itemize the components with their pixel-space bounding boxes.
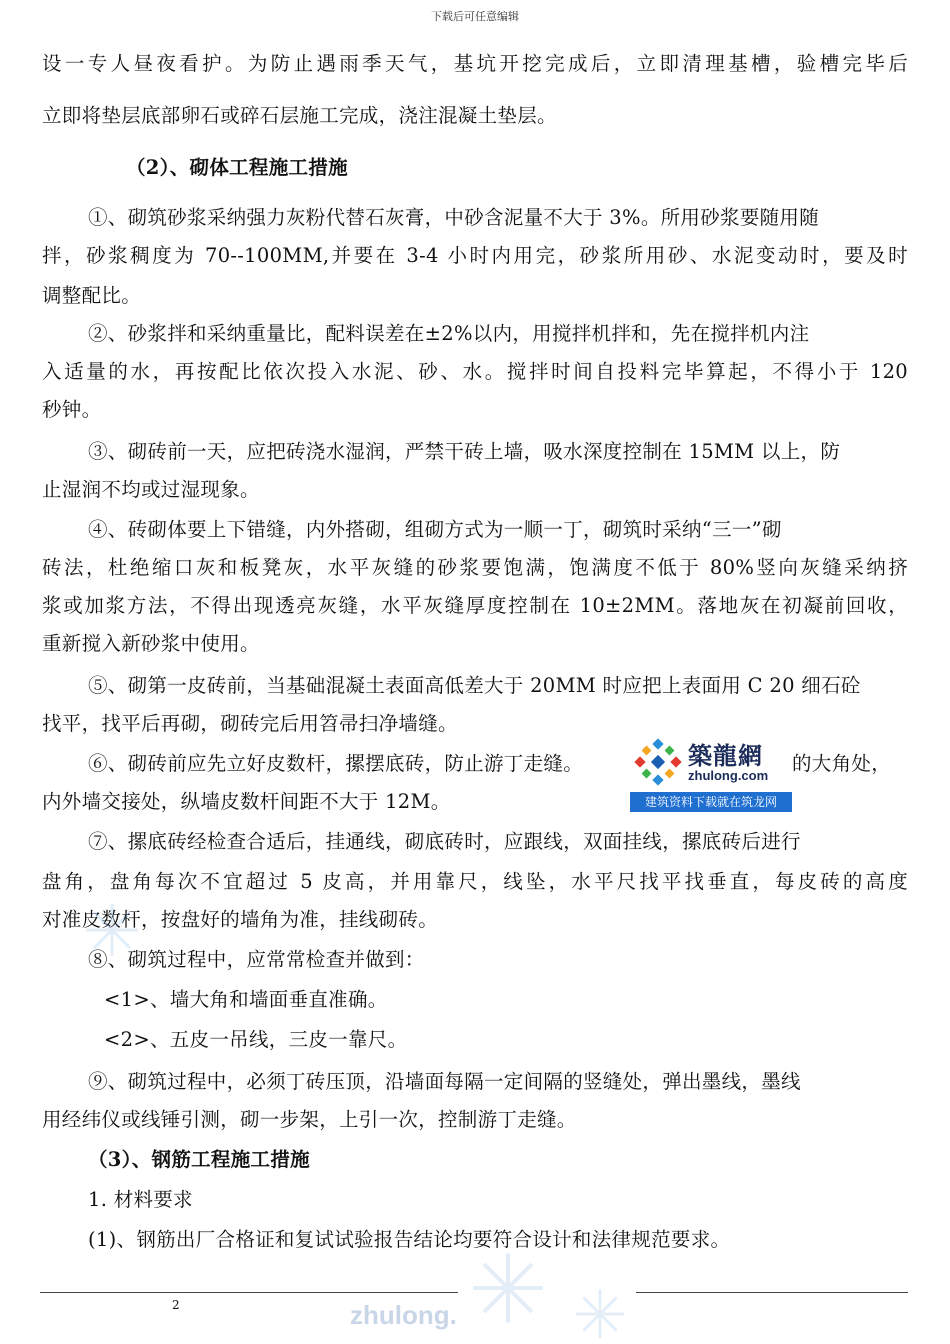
text-line: ⑤、砌第一皮砖前，当基础混凝土表面高低差大于 20MM 时应把上表面用 C 20 细石砼 <box>88 674 861 697</box>
text-line: （3）、钢筋工程施工措施 <box>88 1148 310 1171</box>
snowflake-watermark-icon <box>572 1286 628 1342</box>
page-number: 2 <box>172 1298 180 1312</box>
text-line: 设一专人昼夜看护。为防止遇雨季天气，基坑开挖完成后，立即清理基槽，验槽完毕后 <box>42 52 908 75</box>
text-line: <1>、墙大角和墙面垂直准确。 <box>104 988 388 1011</box>
footer-watermark: zhulong. <box>350 1300 457 1330</box>
footer-rule-right <box>636 1292 908 1293</box>
logo-slogan: 建筑资料下载就在筑龙网 <box>630 792 792 812</box>
text-line: ③、砌砖前一天，应把砖浇水湿润，严禁干砖上墙，吸水深度控制在 15MM 以上，防 <box>88 440 841 463</box>
text-line: 盘角，盘角每次不宜超过 5 皮高，并用靠尺，线坠，水平尺找平找垂直，每皮砖的高度 <box>42 870 908 893</box>
text-line: 入适量的水，再按配比依次投入水泥、砂、水。搅拌时间自投料完毕算起，不得小于 120 <box>42 360 908 383</box>
text-line: 的大角处， <box>792 752 892 775</box>
text-line: (1)、钢筋出厂合格证和复试试验报告结论均要符合设计和法律规范要求。 <box>88 1228 731 1251</box>
text-line: 用经纬仪或线锤引测，砌一步架，上引一次，控制游丁走缝。 <box>42 1108 577 1131</box>
text-line: <2>、五皮一吊线，三皮一靠尺。 <box>104 1028 408 1051</box>
logo-title: 築龍網 <box>688 741 763 770</box>
text-line: 调整配比。 <box>42 284 142 307</box>
snowflake-watermark-icon <box>468 1248 548 1328</box>
text-line: ⑦、摞底砖经检查合适后，挂通线，砌底砖时，应跟线，双面挂线，摞底砖后进行 <box>88 830 801 853</box>
snowflake-logo-icon <box>634 738 682 786</box>
text-line: 立即将垫层底部卵石或碎石层施工完成，浇注混凝土垫层。 <box>42 104 557 127</box>
text-line: ⑥、砌砖前应先立好皮数杆，摞摆底砖，防止游丁走缝。 <box>88 752 584 775</box>
text-line: 对准皮数杆，按盘好的墙角为准，挂线砌砖。 <box>42 908 439 931</box>
text-line: 拌，砂浆稠度为 70--100MM,并要在 3-4 小时内用完，砂浆所用砂、水泥变动时，要及时 <box>42 244 908 267</box>
text-line: 内外墙交接处，纵墙皮数杆间距不大于 12M。 <box>42 790 451 813</box>
text-line: ①、砌筑砂浆采纳强力灰粉代替石灰膏，中砂含泥量不大于 3%。所用砂浆要随用随 <box>88 206 820 229</box>
text-line: （2）、砌体工程施工措施 <box>126 156 348 179</box>
footer-rule-left <box>40 1292 458 1293</box>
zhulong-logo <box>630 732 792 814</box>
snowflake-watermark-icon <box>82 900 142 960</box>
page-header: 下载后可任意编辑 <box>431 10 519 23</box>
text-line: ⑧、砌筑过程中，应常常检查并做到： <box>88 948 425 971</box>
text-line: 找平，找平后再砌，砌砖完后用笤帚扫净墙缝。 <box>42 712 458 735</box>
text-line: ②、砂浆拌和采纳重量比，配料误差在±2%以内，用搅拌机拌和，先在搅拌机内注 <box>88 322 810 345</box>
text-line: 浆或加浆方法，不得出现透亮灰缝，水平灰缝厚度控制在 10±2MM。落地灰在初凝前回收， <box>42 594 908 617</box>
text-line: 秒钟。 <box>42 398 102 421</box>
text-line: 砖法，杜绝缩口灰和板凳灰，水平灰缝的砂浆要饱满，饱满度不低于 80%竖向灰缝采纳挤 <box>42 556 908 579</box>
text-line: 重新搅入新砂浆中使用。 <box>42 632 260 655</box>
text-line: ⑨、砌筑过程中，必须丁砖压顶，沿墙面每隔一定间隔的竖缝处，弹出墨线，墨线 <box>88 1070 801 1093</box>
text-line: 止湿润不均或过湿现象。 <box>42 478 260 501</box>
text-line: ④、砖砌体要上下错缝，内外搭砌，组砌方式为一顺一丁，砌筑时采纳“三一”砌 <box>88 518 782 541</box>
logo-domain: zhulong.com <box>688 768 769 783</box>
text-line: 1. 材料要求 <box>88 1188 193 1211</box>
